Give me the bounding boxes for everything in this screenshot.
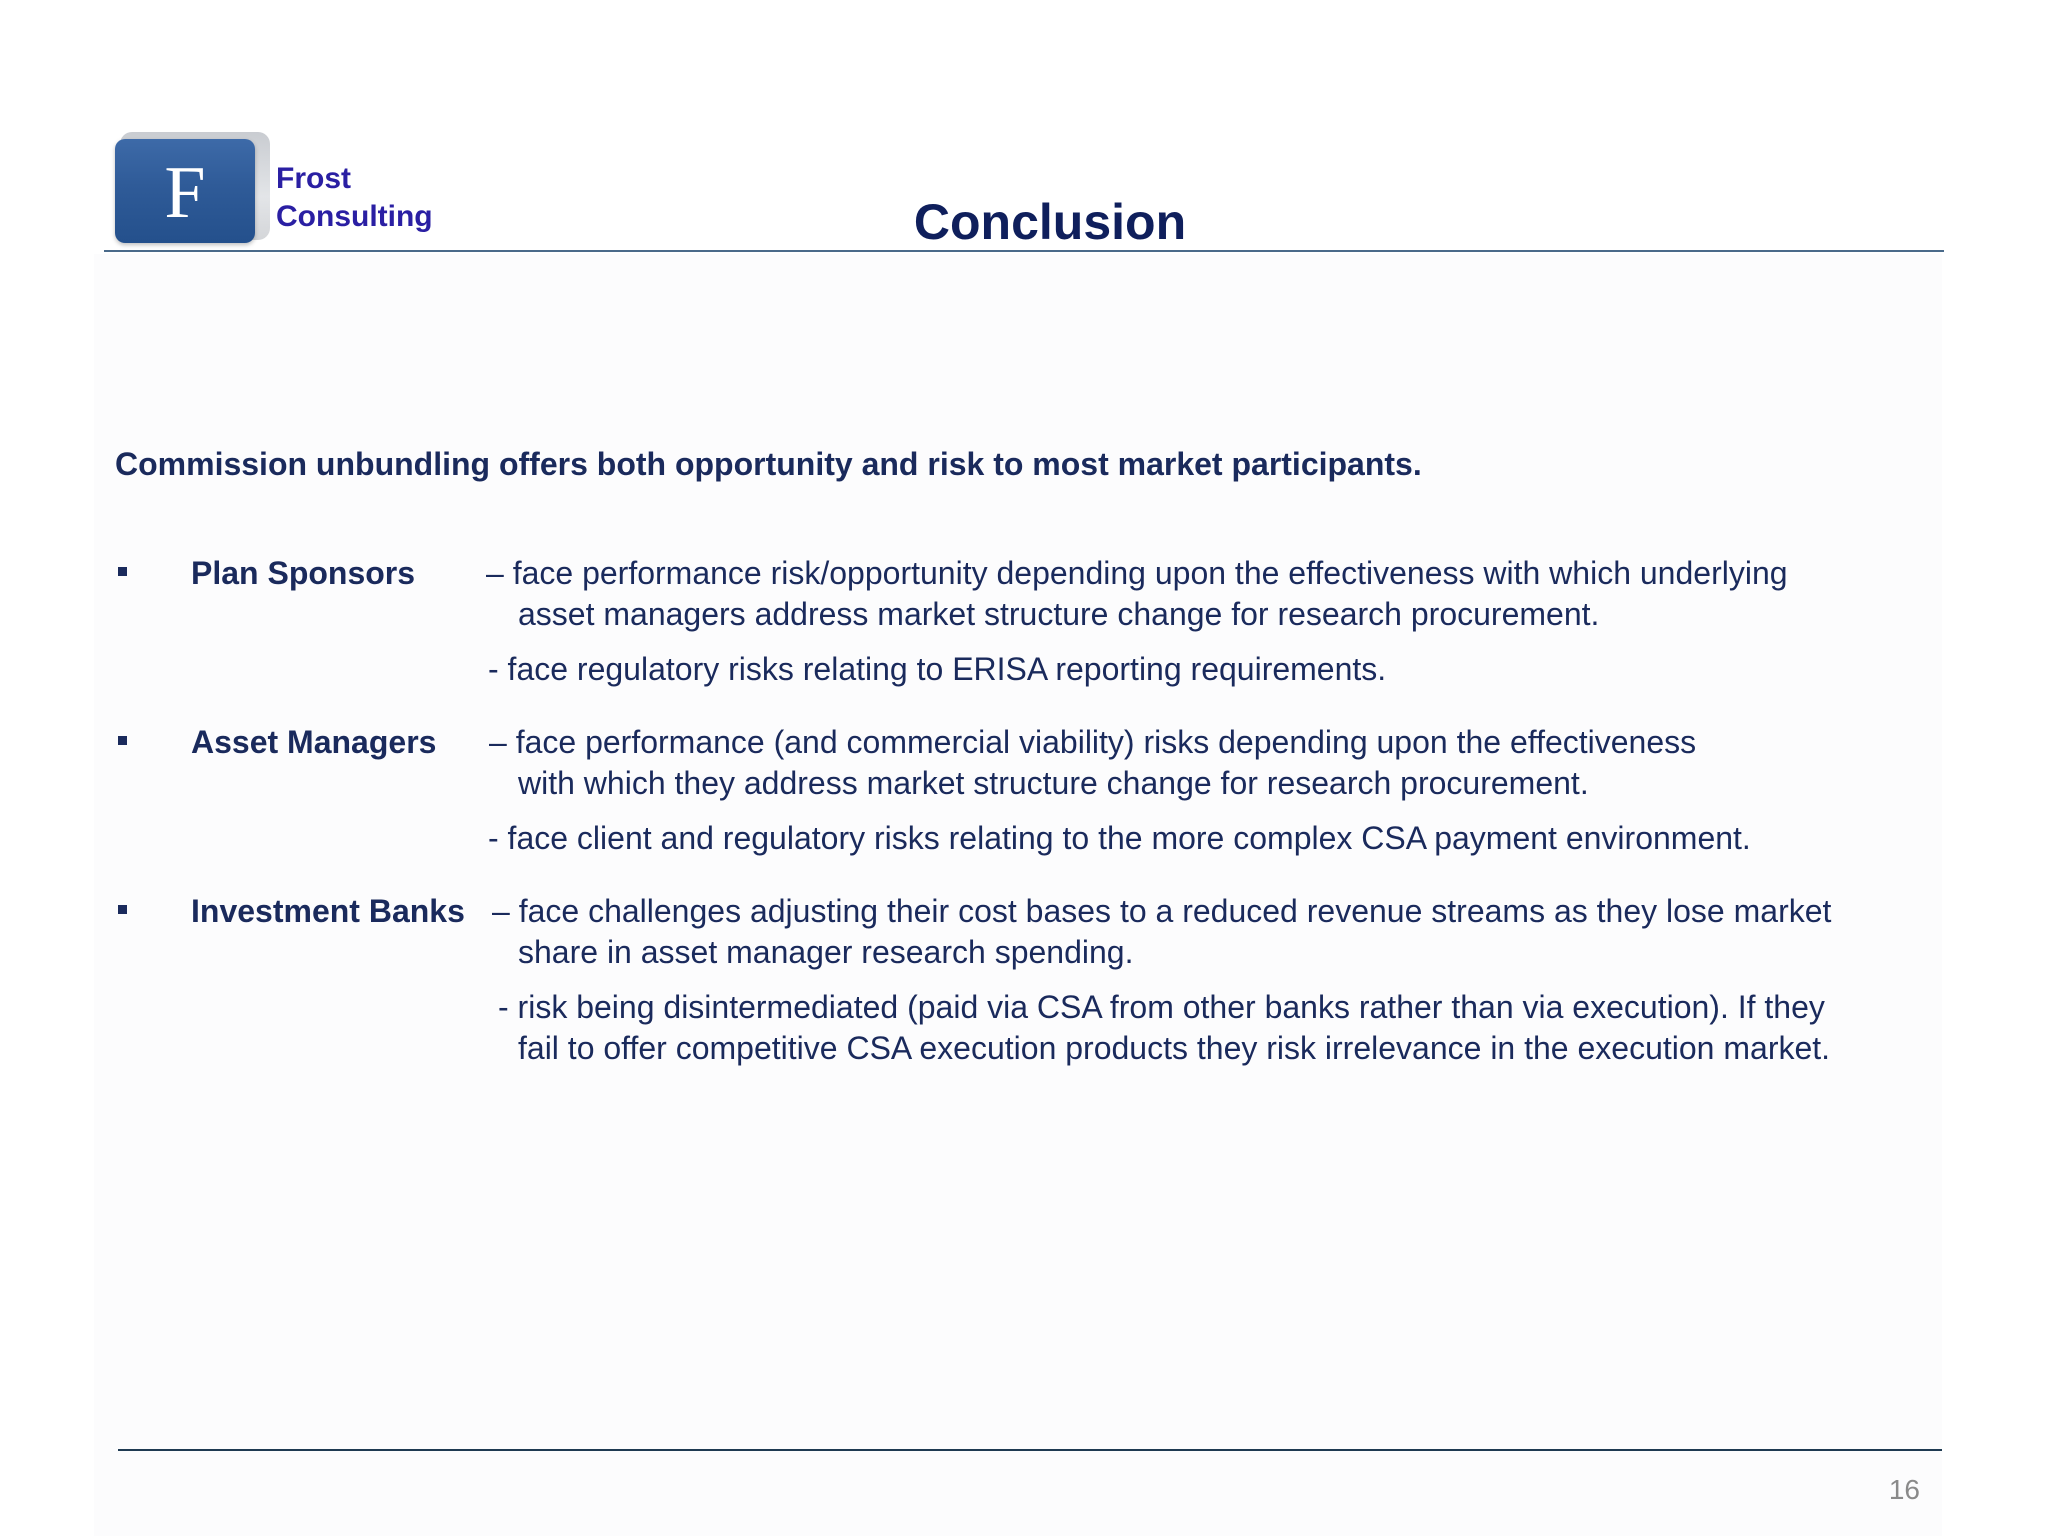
bullet-marker <box>118 567 127 576</box>
item-text-line: - face client and regulatory risks relating to the more complex CSA payment environment. <box>488 820 1751 856</box>
frost-consulting-logo <box>112 132 270 246</box>
logo-front-tile <box>115 139 255 243</box>
item-label-asset-managers: Asset Managers <box>191 724 437 760</box>
item-text-line: – face performance (and commercial viability) risks depending upon the effectiveness <box>489 724 1697 760</box>
item-text-line: fail to offer competitive CSA execution products they risk irrelevance in the execution market. <box>518 1030 1831 1066</box>
item-text-line: asset managers address market structure change for research procurement. <box>518 596 1600 632</box>
item-text-line: share in asset manager research spending. <box>518 934 1134 970</box>
slide-headline: Commission unbundling offers both opportunity and risk to most market participants. <box>115 446 1422 482</box>
item-text-line: – face challenges adjusting their cost bases to a reduced revenue streams as they lose market <box>492 893 1832 929</box>
slide-title: Conclusion <box>913 194 1187 250</box>
logo-company-name <box>276 160 433 236</box>
bullet-marker <box>118 905 127 914</box>
item-text-line: - risk being disintermediated (paid via CSA from other banks rather than via execution). If they <box>498 989 1825 1025</box>
item-text-line: with which they address market structure change for research procurement. <box>518 765 1589 801</box>
item-label-plan-sponsors: Plan Sponsors <box>191 555 416 591</box>
logo-letter: F <box>164 152 206 234</box>
item-text-line: - face regulatory risks relating to ERISA reporting requirements. <box>488 651 1387 687</box>
item-text-line: – face performance risk/opportunity depending upon the effectiveness with which underlying <box>486 555 1788 591</box>
page-number: 16 <box>1888 1474 1920 1505</box>
bullet-marker <box>118 736 127 745</box>
item-label-investment-banks: Investment Banks <box>191 893 465 929</box>
title-divider <box>104 250 1944 252</box>
logo-name-line1: Frost <box>276 162 351 195</box>
footer-divider <box>118 1449 1942 1451</box>
logo-name-line2: Consulting <box>276 200 433 233</box>
